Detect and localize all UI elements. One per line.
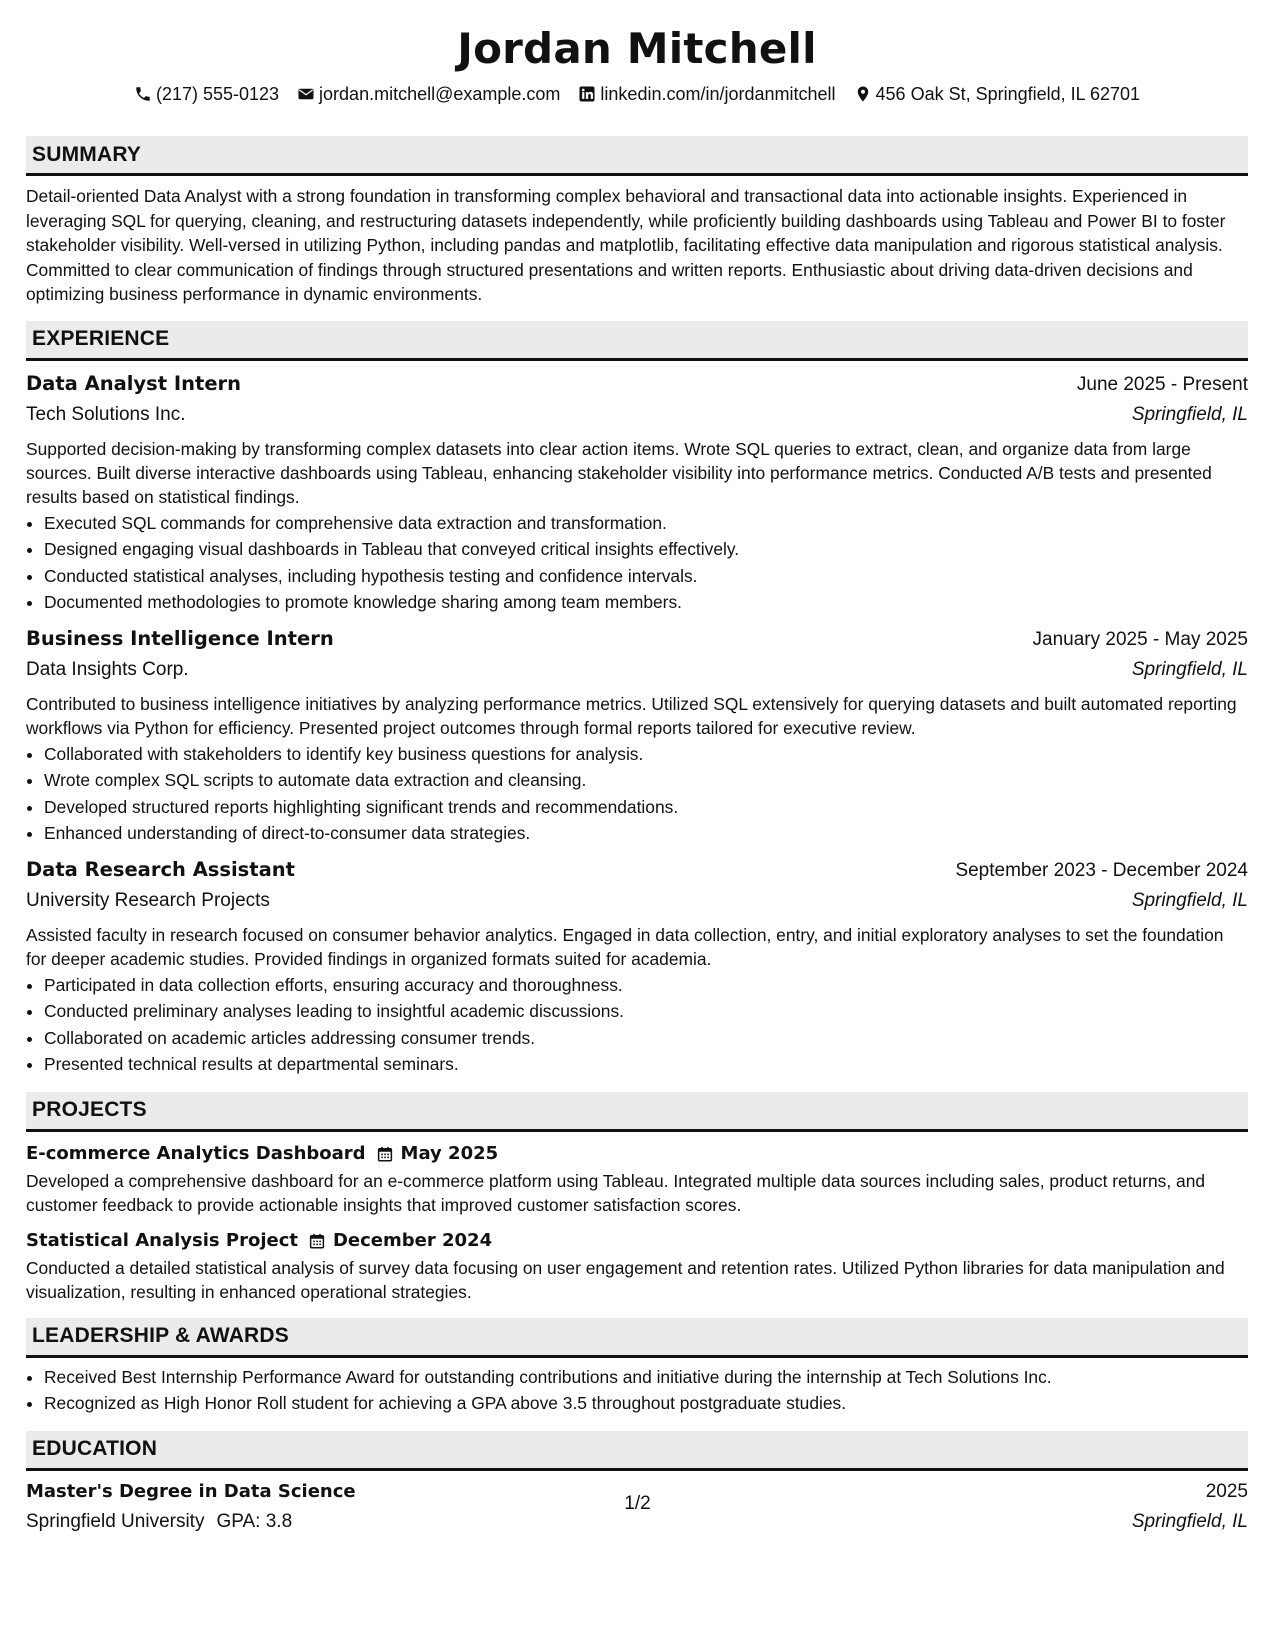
- education-school: Springfield University: [26, 1510, 205, 1532]
- education-degree: Master's Degree in Data Science: [26, 1480, 356, 1502]
- job-location: Springfield, IL: [1131, 658, 1248, 680]
- candidate-name: Jordan Mitchell: [457, 24, 817, 73]
- education-section: [26, 1431, 1248, 1537]
- section-heading-projects: PROJECTS: [26, 1092, 1248, 1132]
- project-description: Developed a comprehensive dashboard for an e-commerce platform using Tableau. Integrated multiple data sources including sales, product returns, and customer feedback to provide actionable insights that improved customer satisfaction scores.: [26, 1170, 1206, 1215]
- bullet-item: • Conducted preliminary analyses leading to insightful academic discussions.: [44, 998, 1248, 1025]
- job-bullets: [26, 972, 1248, 1078]
- experience-entry: [26, 369, 1248, 616]
- job-title: Data Analyst Intern: [26, 371, 242, 395]
- contact-bar: [26, 82, 1248, 106]
- bullet-item: • Collaborated with stakeholders to identify key business questions for analysis.: [44, 741, 1248, 768]
- bullet-item: • Developed structured reports highlighting significant trends and recommendations.: [44, 794, 1248, 821]
- section-heading-awards: LEADERSHIP & AWARDS: [26, 1318, 1248, 1358]
- job-location: Springfield, IL: [1131, 889, 1248, 911]
- job-company: University Research Projects: [26, 889, 270, 911]
- summary-text: Detail-oriented Data Analyst with a strong foundation in transforming complex behavioral and transactional data into actionable insights. Experienced in leveraging SQL for querying, cleaning, and restructuring datasets independently, while proficiently building dashboards using Tableau and Power BI to foster stakeholder visibility. Well-versed in utilizing Python, including pandas and matplotlib, facilitating effective data manipulation and rigorous statistical analysis. Committed to clear communication of findings through structured presentations and written reports. Enthusiastic about driving data-driven decisions and optimizing business performance in dynamic environments.: [26, 186, 1226, 304]
- experience-entry: [26, 624, 1248, 847]
- project-description: Conducted a detailed statistical analysis of survey data focusing on user engagement and retention rates. Utilized Python libraries for data manipulation and visualization, resulting in enhanced operational strategies.: [26, 1257, 1225, 1302]
- map-marker-icon: [854, 85, 872, 103]
- resume-page: [26, 0, 1248, 1537]
- education-location: Springfield, IL: [1131, 1510, 1248, 1532]
- address-text: 456 Oak St, Springfield, IL 62701: [875, 84, 1141, 104]
- linkedin-link[interactable]: linkedin.com/in/jordanmitchell: [600, 84, 836, 104]
- bullet-item: • Collaborated on academic articles addressing consumer trends.: [44, 1025, 1248, 1052]
- job-company: Tech Solutions Inc.: [26, 403, 186, 425]
- project-date: [376, 1140, 499, 1168]
- project-date-text: May 2025: [400, 1142, 499, 1164]
- bullet-item: • Wrote complex SQL scripts to automate data extraction and cleansing.: [44, 767, 1248, 794]
- job-company: Data Insights Corp.: [26, 658, 189, 680]
- projects-section: [26, 1092, 1248, 1304]
- project-title: Statistical Analysis Project: [26, 1229, 298, 1251]
- contact-phone: [134, 82, 279, 106]
- section-heading-summary: SUMMARY: [26, 136, 1248, 176]
- project-entry: [26, 1140, 1248, 1217]
- bullet-item: • Designed engaging visual dashboards in Tableau that conveyed critical insights effectively.: [44, 536, 1248, 563]
- contact-address: [854, 82, 1141, 106]
- email-link[interactable]: jordan.mitchell@example.com: [319, 84, 561, 104]
- job-bullets: [26, 741, 1248, 847]
- project-title: E-commerce Analytics Dashboard: [26, 1142, 366, 1164]
- contact-email[interactable]: [297, 82, 560, 106]
- section-heading-education: EDUCATION: [26, 1431, 1248, 1471]
- job-dates: January 2025 - May 2025: [1032, 628, 1248, 650]
- experience-section: [26, 321, 1248, 1078]
- bullet-item: • Presented technical results at departmental seminars.: [44, 1051, 1248, 1078]
- bullet-item: • Participated in data collection efforts, ensuring accuracy and thoroughness.: [44, 972, 1248, 999]
- awards-section: [26, 1318, 1248, 1417]
- section-heading-experience: EXPERIENCE: [26, 321, 1248, 361]
- job-description: Supported decision-making by transforming complex datasets into clear action items. Wrote SQL queries to extract, clean, and organize data from large sources. Built diverse interactive dashboards using Tableau, enhancing stakeholder visibility into performance metrics. Conducted A/B tests and presented results based on statistical findings.: [26, 438, 1212, 507]
- job-description: Contributed to business intelligence initiatives by analyzing performance metrics. Utilized SQL extensively for querying datasets and built automated reporting workflows via Python for efficiency. Presented project outcomes through formal reports tailored for executive review.: [26, 693, 1237, 738]
- job-dates: September 2023 - December 2024: [955, 859, 1248, 881]
- phone-icon: [134, 85, 152, 103]
- bullet-item: • Conducted statistical analyses, including hypothesis testing and confidence intervals.: [44, 563, 1248, 590]
- job-description: Assisted faculty in research focused on consumer behavior analytics. Engaged in data collection, entry, and initial exploratory analyses to set the foundation for deeper academic studies. Provided findings in organized formats suited for academia.: [26, 924, 1224, 969]
- experience-entry: [26, 855, 1248, 1078]
- award-item: • Recognized as High Honor Roll student for achieving a GPA above 3.5 throughout postgraduate studies.: [44, 1390, 1248, 1417]
- education-year: 2025: [1205, 1480, 1248, 1502]
- contact-linkedin[interactable]: [578, 82, 835, 106]
- summary-section: [26, 136, 1248, 307]
- linkedin-icon: [578, 85, 596, 103]
- calendar-icon: [376, 1145, 394, 1163]
- awards-list: [26, 1364, 1248, 1417]
- calendar-icon: [308, 1232, 326, 1250]
- job-title: Business Intelligence Intern: [26, 626, 334, 650]
- project-entry: [26, 1227, 1248, 1304]
- job-location: Springfield, IL: [1131, 403, 1248, 425]
- bullet-item: • Executed SQL commands for comprehensive data extraction and transformation.: [44, 510, 1248, 537]
- project-date-text: December 2024: [332, 1229, 493, 1251]
- bullet-item: • Enhanced understanding of direct-to-consumer data strategies.: [44, 820, 1248, 847]
- education-gpa: GPA: 3.8: [216, 1510, 293, 1532]
- page-number: 1/2: [624, 1493, 651, 1514]
- job-title: Data Research Assistant: [26, 857, 295, 881]
- project-date: [308, 1227, 492, 1255]
- phone-number: (217) 555-0123: [155, 84, 280, 104]
- award-item: • Received Best Internship Performance Award for outstanding contributions and initiative during the internship at Tech Solutions Inc.: [44, 1364, 1248, 1391]
- job-dates: June 2025 - Present: [1076, 373, 1248, 395]
- job-bullets: [26, 510, 1248, 616]
- bullet-item: • Documented methodologies to promote knowledge sharing among team members.: [44, 589, 1248, 616]
- envelope-icon: [297, 85, 315, 103]
